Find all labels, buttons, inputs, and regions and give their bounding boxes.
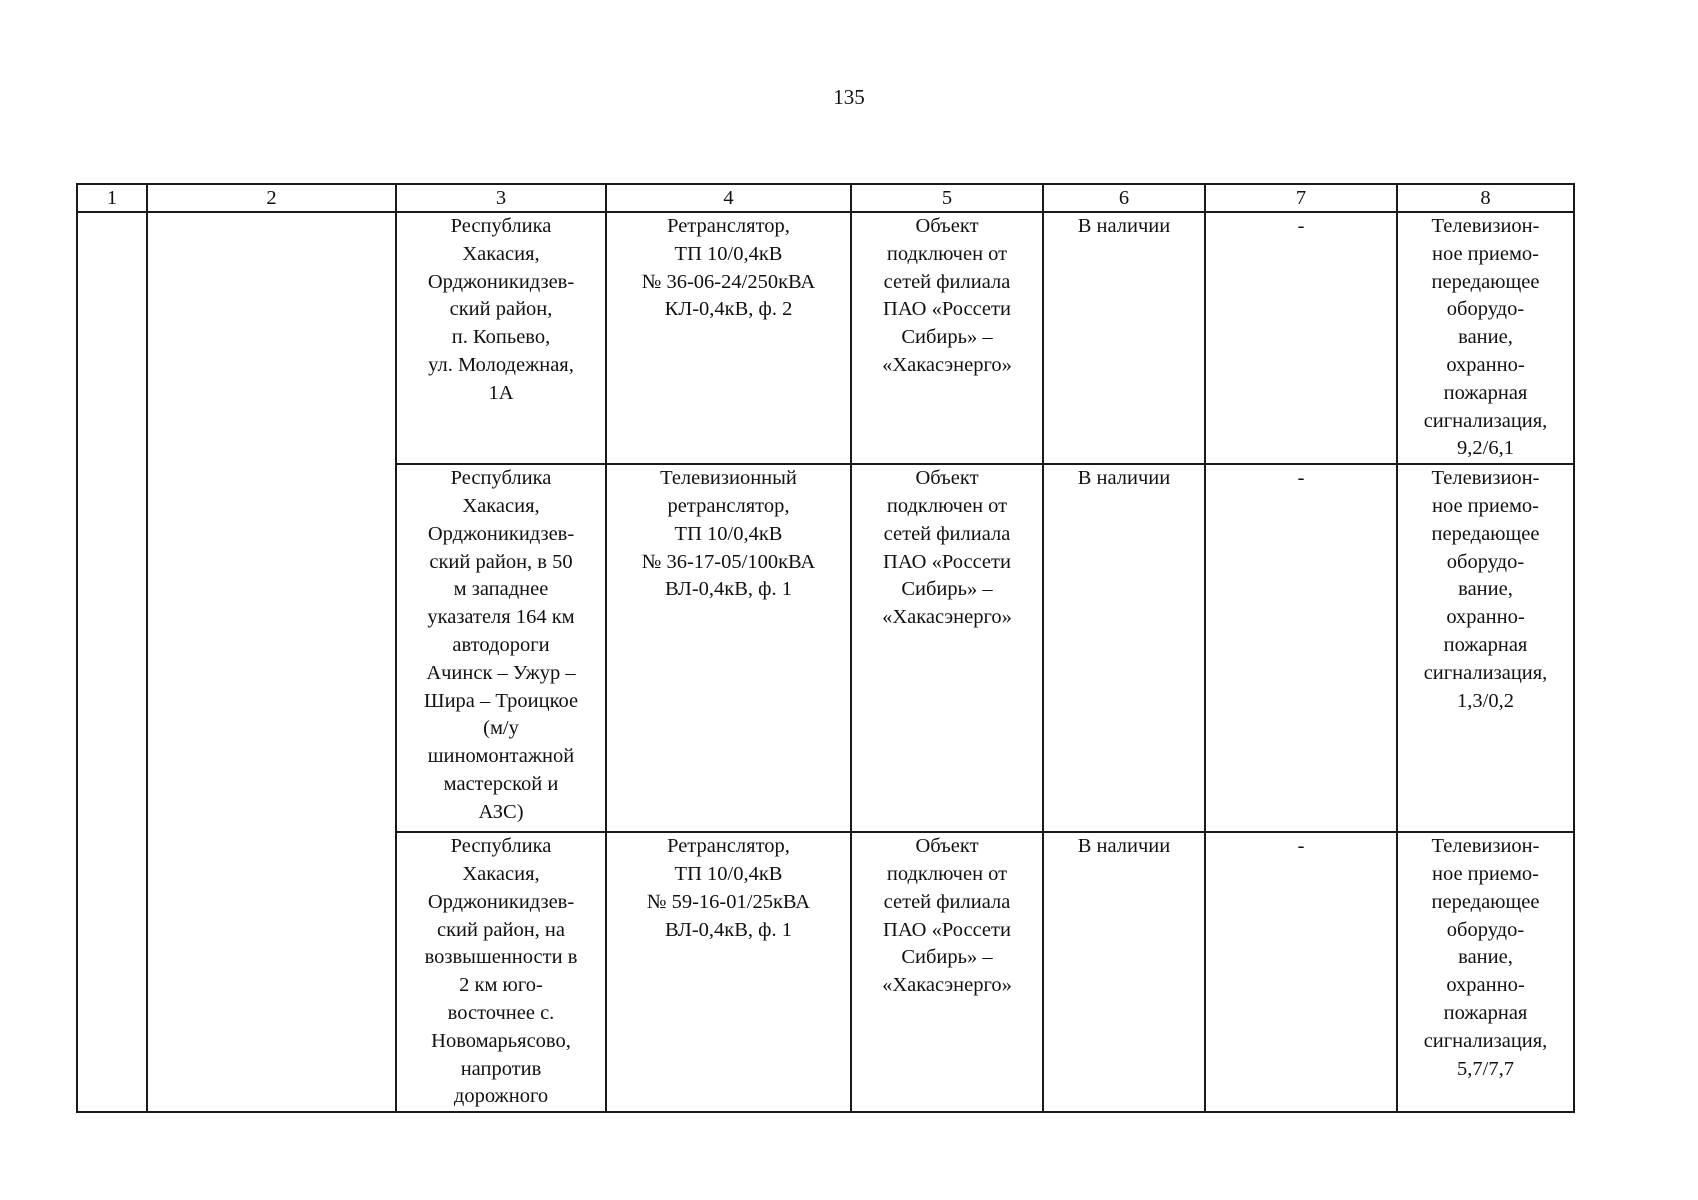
- availability-cell: В наличии: [1043, 212, 1205, 464]
- address-cell: Республика Хакасия, Орджоникидзев- ский район, в 50 м западнее указателя 164 км автодороги Ачинск – Ужур – Шира – Троицкое (м/у шиномонтажной мастерской и АЗС): [396, 464, 606, 832]
- equipment-cell: Ретранслятор, ТП 10/0,4кВ № 36-06-24/250кВА КЛ-0,4кВ, ф. 2: [606, 212, 851, 464]
- header-cell: 4: [606, 184, 851, 212]
- col7-cell: -: [1205, 464, 1397, 832]
- connection-cell: Объект подключен от сетей филиала ПАО «Россети Сибирь» – «Хакасэнерго»: [851, 212, 1043, 464]
- header-cell: 8: [1397, 184, 1574, 212]
- description-cell: Телевизион- ное приемо- передающее оборудо- вание, охранно- пожарная сигнализация, 9,2/6,1: [1397, 212, 1574, 464]
- description-cell: Телевизион- ное приемо- передающее оборудо- вание, охранно- пожарная сигнализация, 5,7/7,7: [1397, 832, 1574, 1112]
- connection-cell: Объект подключен от сетей филиала ПАО «Россети Сибирь» – «Хакасэнерго»: [851, 464, 1043, 832]
- number-cell: [77, 212, 147, 1112]
- address-cell: Республика Хакасия, Орджоникидзев- ский район, на возвышенности в 2 км юго- восточнее с. Новомарьясово, напротив дорожного: [396, 832, 606, 1112]
- col7-cell: -: [1205, 212, 1397, 464]
- col7-cell: -: [1205, 832, 1397, 1112]
- equipment-table: [76, 183, 1575, 1113]
- page-number: 135: [833, 85, 865, 109]
- header-cell: 5: [851, 184, 1043, 212]
- description-cell: Телевизион- ное приемо- передающее оборудо- вание, охранно- пожарная сигнализация, 1,3/0,2: [1397, 464, 1574, 832]
- address-cell: Республика Хакасия, Орджоникидзев- ский район, п. Копьево, ул. Молодежная, 1А: [396, 212, 606, 464]
- header-cell: 1: [77, 184, 147, 212]
- table-row: [77, 212, 1574, 464]
- table-header-row: [77, 184, 1574, 212]
- equipment-cell: Ретранслятор, ТП 10/0,4кВ № 59-16-01/25кВА ВЛ-0,4кВ, ф. 1: [606, 832, 851, 1112]
- availability-cell: В наличии: [1043, 832, 1205, 1112]
- connection-cell: Объект подключен от сетей филиала ПАО «Россети Сибирь» – «Хакасэнерго»: [851, 832, 1043, 1112]
- header-cell: 3: [396, 184, 606, 212]
- header-cell: 2: [147, 184, 396, 212]
- header-cell: 6: [1043, 184, 1205, 212]
- availability-cell: В наличии: [1043, 464, 1205, 832]
- header-cell: 7: [1205, 184, 1397, 212]
- equipment-cell: Телевизионный ретранслятор, ТП 10/0,4кВ № 36-17-05/100кВА ВЛ-0,4кВ, ф. 1: [606, 464, 851, 832]
- name-cell: [147, 212, 396, 1112]
